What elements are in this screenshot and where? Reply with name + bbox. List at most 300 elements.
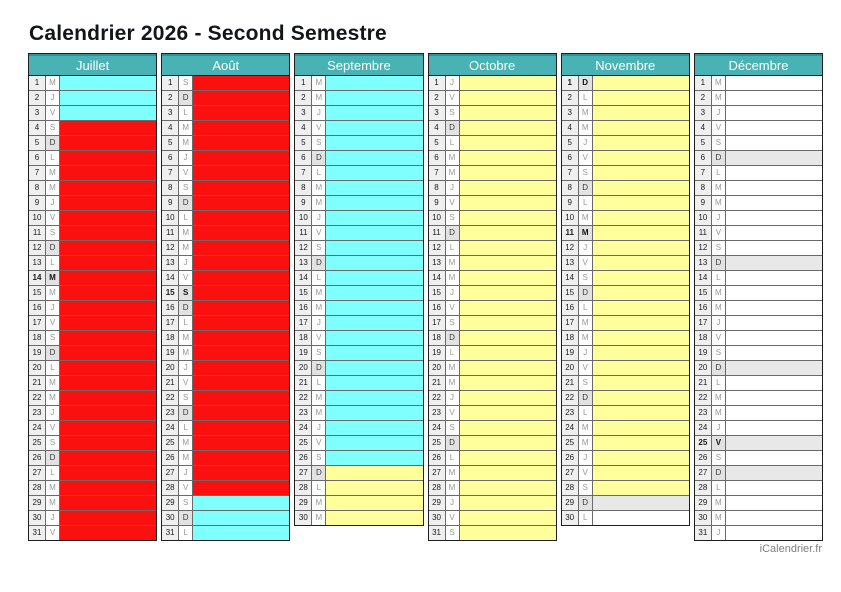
day-row — [429, 436, 556, 451]
day-number: 24 — [29, 421, 46, 435]
day-cell — [326, 166, 422, 180]
day-row — [29, 496, 156, 511]
day-row — [562, 121, 689, 136]
day-row — [562, 376, 689, 391]
day-number: 17 — [562, 316, 579, 330]
day-row — [29, 211, 156, 226]
day-letter: L — [46, 466, 60, 480]
day-row — [562, 226, 689, 241]
day-cell — [593, 391, 689, 405]
day-letter: L — [712, 166, 726, 180]
day-row — [562, 316, 689, 331]
day-number: 11 — [29, 226, 46, 240]
day-row — [162, 421, 289, 436]
day-number: 15 — [562, 286, 579, 300]
day-number: 31 — [162, 526, 179, 540]
day-number: 4 — [562, 121, 579, 135]
day-cell — [326, 316, 422, 330]
day-number: 5 — [562, 136, 579, 150]
day-cell — [60, 466, 156, 480]
day-cell — [593, 421, 689, 435]
day-row — [695, 481, 822, 496]
day-cell — [60, 241, 156, 255]
day-cell — [460, 106, 556, 120]
day-row — [295, 106, 422, 121]
day-cell — [726, 421, 822, 435]
day-letter: M — [579, 421, 593, 435]
day-letter: M — [179, 331, 193, 345]
day-cell — [460, 331, 556, 345]
day-row — [562, 511, 689, 525]
day-number: 3 — [295, 106, 312, 120]
day-letter: V — [312, 436, 326, 450]
day-letter: S — [579, 271, 593, 285]
day-letter: M — [579, 226, 593, 240]
day-letter: S — [712, 241, 726, 255]
day-number: 4 — [429, 121, 446, 135]
day-number: 2 — [162, 91, 179, 105]
day-number: 6 — [29, 151, 46, 165]
day-cell — [60, 526, 156, 540]
day-cell — [460, 526, 556, 540]
day-number: 28 — [429, 481, 446, 495]
day-cell — [593, 286, 689, 300]
day-cell — [326, 511, 422, 525]
day-letter: D — [446, 226, 460, 240]
day-row — [429, 76, 556, 91]
day-row — [695, 166, 822, 181]
day-cell — [193, 256, 289, 270]
day-row — [295, 376, 422, 391]
day-row — [29, 271, 156, 286]
day-number: 10 — [429, 211, 446, 225]
day-letter: M — [312, 496, 326, 510]
day-letter: V — [446, 511, 460, 525]
day-row — [29, 121, 156, 136]
day-row — [29, 106, 156, 121]
day-number: 9 — [295, 196, 312, 210]
day-cell — [326, 331, 422, 345]
day-row — [162, 166, 289, 181]
day-letter: V — [312, 226, 326, 240]
day-row — [562, 151, 689, 166]
day-letter: S — [46, 121, 60, 135]
day-letter: D — [312, 466, 326, 480]
day-cell — [726, 436, 822, 450]
day-number: 13 — [695, 256, 712, 270]
day-row — [695, 136, 822, 151]
day-cell — [593, 181, 689, 195]
day-letter: S — [446, 106, 460, 120]
day-letter: J — [712, 106, 726, 120]
day-number: 25 — [695, 436, 712, 450]
day-number: 8 — [562, 181, 579, 195]
day-row — [695, 271, 822, 286]
day-cell — [193, 436, 289, 450]
day-row — [562, 406, 689, 421]
day-cell — [60, 511, 156, 525]
day-letter: M — [446, 481, 460, 495]
day-number: 1 — [295, 76, 312, 90]
day-letter: V — [446, 196, 460, 210]
day-letter: J — [312, 421, 326, 435]
month-header: Septembre — [295, 54, 422, 76]
day-cell — [60, 256, 156, 270]
day-letter: D — [712, 256, 726, 270]
day-number: 1 — [562, 76, 579, 90]
day-number: 9 — [162, 196, 179, 210]
day-cell — [60, 346, 156, 360]
day-row — [295, 346, 422, 361]
day-row — [162, 271, 289, 286]
day-number: 20 — [429, 361, 446, 375]
day-letter: L — [312, 376, 326, 390]
day-cell — [460, 241, 556, 255]
day-cell — [193, 196, 289, 210]
day-number: 20 — [695, 361, 712, 375]
day-cell — [460, 196, 556, 210]
day-number: 30 — [562, 511, 579, 525]
day-number: 12 — [429, 241, 446, 255]
day-cell — [460, 421, 556, 435]
day-row — [162, 346, 289, 361]
day-number: 10 — [562, 211, 579, 225]
day-row — [162, 211, 289, 226]
day-number: 26 — [695, 451, 712, 465]
day-row — [162, 196, 289, 211]
day-letter: M — [46, 496, 60, 510]
day-letter: S — [579, 376, 593, 390]
day-number: 7 — [429, 166, 446, 180]
day-row — [162, 151, 289, 166]
day-row — [695, 346, 822, 361]
day-row — [429, 226, 556, 241]
day-cell — [193, 451, 289, 465]
day-letter: S — [446, 316, 460, 330]
day-letter: M — [46, 166, 60, 180]
day-number: 8 — [295, 181, 312, 195]
day-letter: D — [312, 361, 326, 375]
day-row — [429, 391, 556, 406]
day-letter: V — [312, 121, 326, 135]
day-number: 22 — [29, 391, 46, 405]
day-letter: M — [712, 181, 726, 195]
day-row — [562, 331, 689, 346]
day-number: 8 — [695, 181, 712, 195]
day-cell — [726, 361, 822, 375]
day-number: 28 — [695, 481, 712, 495]
day-letter: S — [179, 76, 193, 90]
day-number: 27 — [695, 466, 712, 480]
day-number: 9 — [562, 196, 579, 210]
day-cell — [326, 226, 422, 240]
day-cell — [593, 436, 689, 450]
day-cell — [593, 121, 689, 135]
day-number: 27 — [429, 466, 446, 480]
day-number: 16 — [429, 301, 446, 315]
day-number: 11 — [562, 226, 579, 240]
day-letter: J — [46, 196, 60, 210]
day-row — [29, 466, 156, 481]
day-letter: M — [46, 271, 60, 285]
day-row — [29, 226, 156, 241]
day-row — [695, 376, 822, 391]
day-number: 20 — [162, 361, 179, 375]
day-number: 28 — [29, 481, 46, 495]
month-column-1 — [28, 53, 157, 541]
day-number: 13 — [162, 256, 179, 270]
day-row — [162, 481, 289, 496]
day-row — [429, 301, 556, 316]
day-cell — [593, 256, 689, 270]
day-cell — [593, 76, 689, 90]
day-letter: V — [179, 376, 193, 390]
day-row — [295, 91, 422, 106]
day-cell — [593, 376, 689, 390]
day-cell — [193, 121, 289, 135]
day-cell — [326, 286, 422, 300]
day-cell — [460, 211, 556, 225]
day-cell — [726, 151, 822, 165]
day-row — [29, 256, 156, 271]
day-number: 23 — [429, 406, 446, 420]
day-letter: S — [179, 496, 193, 510]
day-row — [162, 361, 289, 376]
day-letter: J — [712, 421, 726, 435]
day-row — [295, 331, 422, 346]
day-row — [295, 436, 422, 451]
day-number: 29 — [429, 496, 446, 510]
day-letter: S — [446, 421, 460, 435]
day-number: 22 — [162, 391, 179, 405]
day-letter: D — [179, 511, 193, 525]
day-cell — [460, 121, 556, 135]
day-cell — [726, 316, 822, 330]
day-number: 3 — [162, 106, 179, 120]
day-cell — [193, 481, 289, 495]
day-letter: L — [312, 271, 326, 285]
day-row — [29, 76, 156, 91]
day-row — [429, 196, 556, 211]
day-row — [562, 241, 689, 256]
day-row — [429, 136, 556, 151]
day-letter: M — [579, 316, 593, 330]
day-letter: S — [46, 331, 60, 345]
day-row — [429, 481, 556, 496]
day-row — [562, 286, 689, 301]
day-row — [429, 181, 556, 196]
day-cell — [60, 376, 156, 390]
day-cell — [326, 361, 422, 375]
day-number: 15 — [295, 286, 312, 300]
day-cell — [593, 406, 689, 420]
day-row — [429, 331, 556, 346]
day-letter: L — [179, 211, 193, 225]
day-row — [162, 241, 289, 256]
day-cell — [726, 301, 822, 315]
month-column-4 — [428, 53, 557, 541]
day-number: 29 — [562, 496, 579, 510]
day-letter: V — [46, 316, 60, 330]
day-row — [695, 121, 822, 136]
day-cell — [593, 346, 689, 360]
day-row — [29, 331, 156, 346]
day-cell — [460, 451, 556, 465]
day-cell — [726, 256, 822, 270]
day-row — [29, 526, 156, 540]
day-number: 28 — [162, 481, 179, 495]
day-row — [562, 106, 689, 121]
day-number: 10 — [162, 211, 179, 225]
day-number: 30 — [429, 511, 446, 525]
day-cell — [60, 301, 156, 315]
day-letter: L — [179, 421, 193, 435]
day-row — [29, 391, 156, 406]
day-number: 24 — [429, 421, 446, 435]
day-cell — [326, 76, 422, 90]
day-cell — [60, 481, 156, 495]
day-number: 1 — [162, 76, 179, 90]
day-cell — [460, 226, 556, 240]
day-number: 27 — [162, 466, 179, 480]
day-row — [29, 286, 156, 301]
day-cell — [326, 271, 422, 285]
day-cell — [193, 526, 289, 540]
day-letter: M — [712, 91, 726, 105]
day-cell — [593, 331, 689, 345]
day-letter: L — [712, 271, 726, 285]
day-cell — [326, 211, 422, 225]
day-number: 23 — [295, 406, 312, 420]
day-letter: J — [579, 346, 593, 360]
day-cell — [460, 271, 556, 285]
day-row — [162, 436, 289, 451]
day-number: 19 — [162, 346, 179, 360]
day-cell — [726, 136, 822, 150]
day-cell — [326, 241, 422, 255]
day-cell — [460, 436, 556, 450]
day-cell — [193, 241, 289, 255]
day-cell — [726, 376, 822, 390]
day-letter: M — [712, 286, 726, 300]
day-row — [29, 346, 156, 361]
day-row — [295, 361, 422, 376]
day-cell — [193, 361, 289, 375]
day-number: 29 — [295, 496, 312, 510]
day-cell — [726, 271, 822, 285]
day-letter: L — [579, 196, 593, 210]
day-row — [429, 316, 556, 331]
day-letter: S — [312, 346, 326, 360]
day-number: 17 — [295, 316, 312, 330]
day-letter: M — [446, 271, 460, 285]
day-number: 13 — [295, 256, 312, 270]
day-letter: V — [712, 331, 726, 345]
day-cell — [326, 436, 422, 450]
day-row — [562, 481, 689, 496]
day-number: 4 — [295, 121, 312, 135]
day-letter: D — [312, 151, 326, 165]
month-header: Octobre — [429, 54, 556, 76]
day-cell — [326, 151, 422, 165]
day-row — [695, 331, 822, 346]
day-number: 28 — [295, 481, 312, 495]
day-cell — [593, 496, 689, 510]
day-cell — [60, 196, 156, 210]
day-number: 16 — [695, 301, 712, 315]
day-number: 10 — [29, 211, 46, 225]
day-cell — [460, 391, 556, 405]
day-cell — [593, 301, 689, 315]
day-letter: S — [579, 166, 593, 180]
day-row — [429, 256, 556, 271]
day-row — [429, 526, 556, 540]
day-number: 18 — [162, 331, 179, 345]
day-number: 26 — [562, 451, 579, 465]
day-row — [295, 181, 422, 196]
day-number: 26 — [29, 451, 46, 465]
day-row — [162, 136, 289, 151]
day-row — [562, 361, 689, 376]
day-number: 7 — [162, 166, 179, 180]
day-cell — [726, 511, 822, 525]
day-row — [562, 76, 689, 91]
day-number: 25 — [562, 436, 579, 450]
day-cell — [326, 136, 422, 150]
day-letter: S — [312, 136, 326, 150]
day-number: 11 — [162, 226, 179, 240]
day-cell — [460, 286, 556, 300]
day-number: 23 — [562, 406, 579, 420]
day-number: 31 — [695, 526, 712, 540]
day-letter: V — [712, 121, 726, 135]
day-row — [695, 226, 822, 241]
day-number: 16 — [295, 301, 312, 315]
day-number: 7 — [29, 166, 46, 180]
day-letter: D — [446, 436, 460, 450]
day-cell — [326, 91, 422, 105]
day-row — [562, 436, 689, 451]
day-letter: L — [579, 511, 593, 525]
day-row — [162, 451, 289, 466]
day-number: 8 — [429, 181, 446, 195]
day-letter: M — [446, 256, 460, 270]
day-letter: D — [46, 346, 60, 360]
day-number: 30 — [162, 511, 179, 525]
day-number: 26 — [429, 451, 446, 465]
day-cell — [326, 406, 422, 420]
day-cell — [193, 226, 289, 240]
footer-credit: iCalendrier.fr — [759, 543, 822, 555]
day-letter: D — [712, 361, 726, 375]
day-letter: J — [579, 136, 593, 150]
day-row — [29, 376, 156, 391]
day-cell — [60, 271, 156, 285]
day-cell — [726, 451, 822, 465]
day-letter: S — [46, 226, 60, 240]
day-cell — [193, 181, 289, 195]
day-row — [695, 241, 822, 256]
day-number: 25 — [29, 436, 46, 450]
day-row — [295, 481, 422, 496]
day-row — [562, 91, 689, 106]
day-number: 21 — [295, 376, 312, 390]
day-cell — [60, 136, 156, 150]
day-row — [562, 346, 689, 361]
day-letter: M — [312, 511, 326, 525]
day-letter: S — [712, 451, 726, 465]
day-cell — [726, 466, 822, 480]
